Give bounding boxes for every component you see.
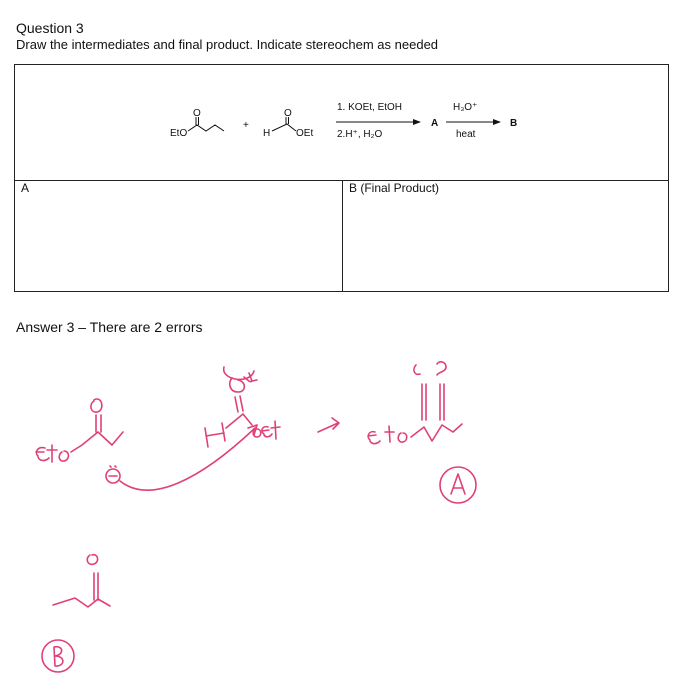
handwritten-formate xyxy=(205,367,280,447)
step1-reagents-line1: 1. KOEt, EtOH xyxy=(337,102,403,113)
handwritten-curved-arrow xyxy=(120,428,255,490)
reactant-ethyl-formate xyxy=(263,108,313,139)
handwritten-product-a xyxy=(368,362,476,503)
question-title: Question 3 xyxy=(16,20,84,36)
reactant2-carbonyl-o: O xyxy=(284,108,292,119)
reactant-ethyl-propanoate xyxy=(170,108,224,139)
step2-arrowhead xyxy=(493,119,501,125)
step2-reagent: H₃O⁺ xyxy=(453,102,478,113)
step1-reagents-line2: 2.H⁺, H₂O xyxy=(337,129,383,140)
reactant2-h-label: H xyxy=(263,128,271,139)
intermediate-a-label: A xyxy=(431,118,439,129)
reactant1-bonds xyxy=(188,125,224,131)
cell-b-label: B (Final Product) xyxy=(349,181,440,195)
question-instruction: Draw the intermediates and final product. Indicate stereochem as needed xyxy=(16,37,439,52)
plus-sign: + xyxy=(243,120,249,131)
reactant2-group-label: OEt xyxy=(296,128,314,139)
step2-condition: heat xyxy=(456,129,476,140)
product-b-label: B xyxy=(510,118,518,129)
handwritten-answer xyxy=(36,362,476,672)
answer-title: Answer 3 – There are 2 errors xyxy=(16,319,203,335)
handwritten-eto-ester-left xyxy=(36,399,123,483)
step1-arrowhead xyxy=(413,119,421,125)
reactant1-carbonyl-o: O xyxy=(193,108,201,119)
cell-a-label: A xyxy=(21,181,30,195)
reaction-scheme xyxy=(170,102,517,140)
reactant2-bonds xyxy=(272,124,296,131)
handwritten-reaction-arrow xyxy=(318,418,339,432)
reactant1-group-label: EtO xyxy=(170,128,188,139)
handwritten-product-b xyxy=(42,555,110,672)
